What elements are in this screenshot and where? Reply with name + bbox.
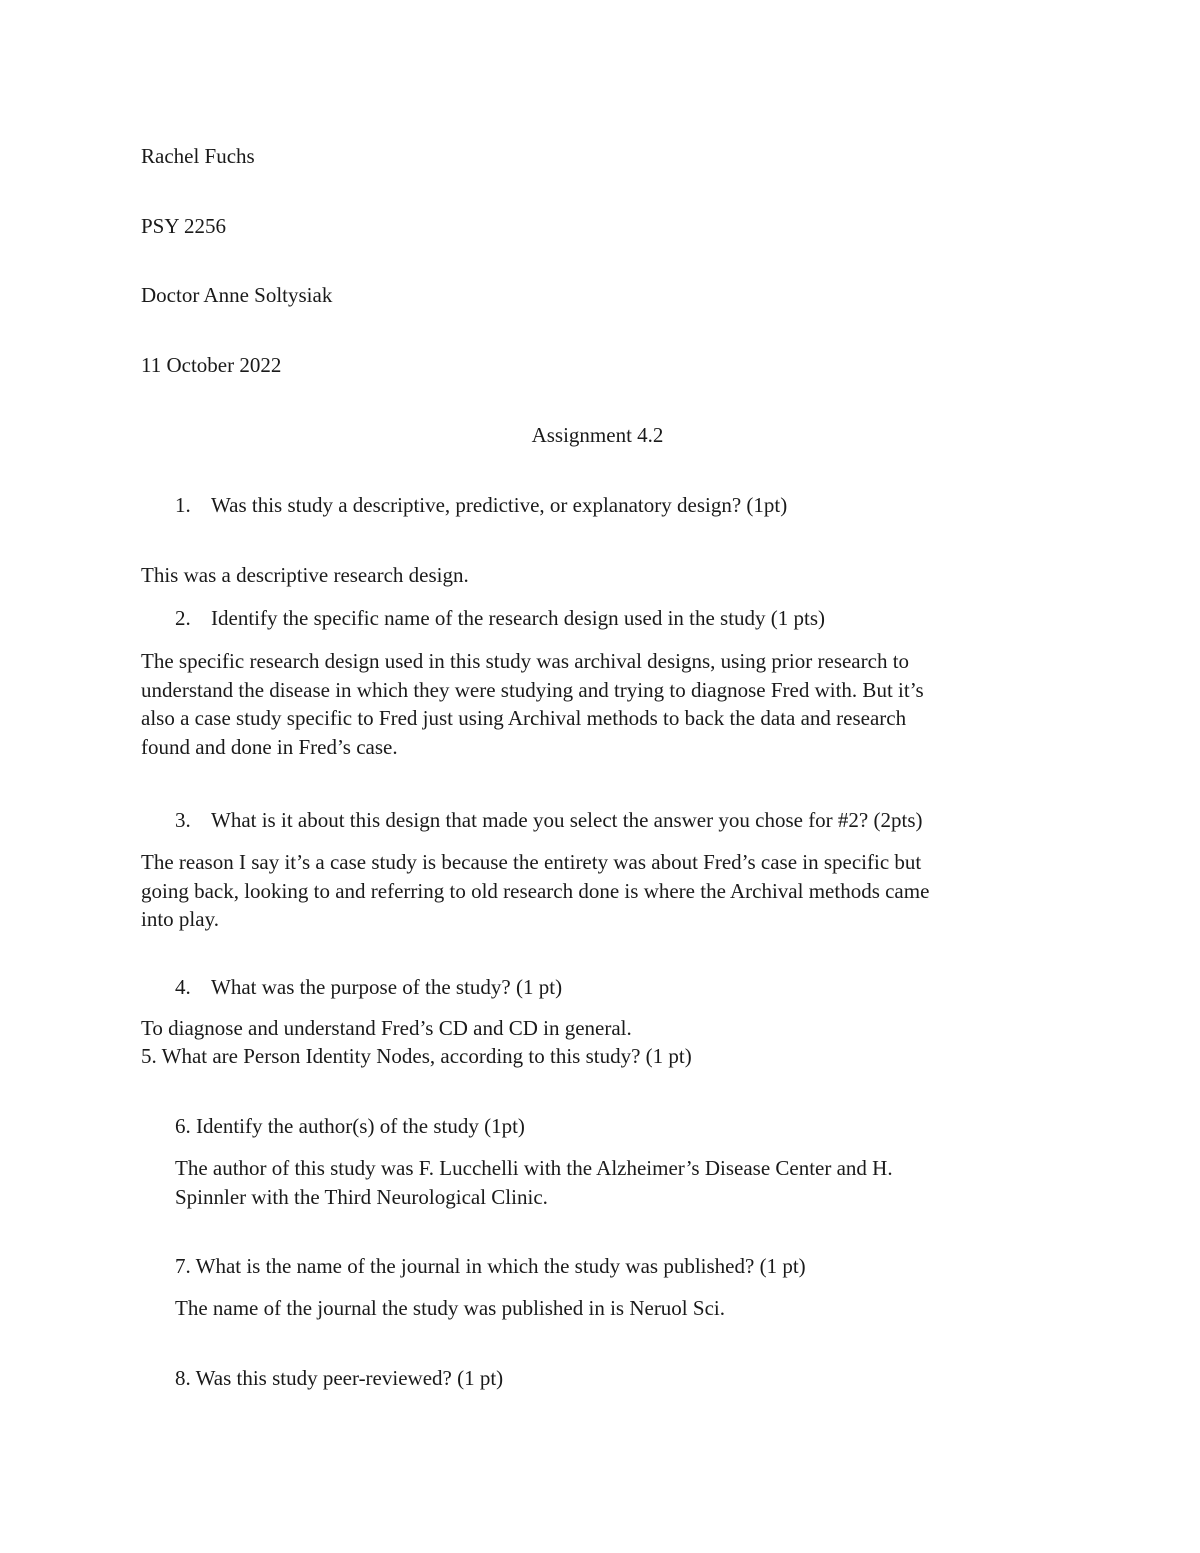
assignment-title: Assignment 4.2 xyxy=(531,423,664,447)
answer-6 xyxy=(175,1154,893,1211)
question-1 xyxy=(175,491,787,519)
question-8: 8. Was this study peer-reviewed? (1 pt) xyxy=(175,1366,504,1390)
answer-1 xyxy=(141,561,469,590)
question-2 xyxy=(175,604,825,632)
answer-line: found and done in Fred’s case. xyxy=(141,734,398,759)
answer-line: The specific research design used in this study was archival designs, using prior research to xyxy=(141,649,910,673)
answer-line: The author of this study was F. Lucchelli with the Alzheimer’s Disease Center and H. xyxy=(175,1156,893,1180)
question-text: What is it about this design that made you select the answer you chose for #2? (2pts) xyxy=(211,808,923,832)
answer-7 xyxy=(175,1294,725,1323)
answer-line: understand the disease in which they were studying and trying to diagnose Fred with. But it’s xyxy=(141,677,924,702)
instructor-name: Doctor Anne Soltysiak xyxy=(141,283,333,307)
answer-line: This was a descriptive research design. xyxy=(141,563,469,587)
answer-3 xyxy=(141,848,929,934)
answer-2 xyxy=(141,647,924,761)
question-text: Was this study a descriptive, predictive, or explanatory design? (1pt) xyxy=(211,493,788,517)
answer-line: into play. xyxy=(141,907,219,931)
answer-line: The reason I say it’s a case study is because the entirety was about Fred’s case in specific but xyxy=(141,850,922,874)
question-number: 3. xyxy=(175,808,191,832)
question-number: 2. xyxy=(175,606,191,630)
question-6: 6. Identify the author(s) of the study (1pt) xyxy=(175,1114,525,1138)
question-5: 5. What are Person Identity Nodes, according to this study? (1 pt) xyxy=(141,1044,692,1068)
question-4 xyxy=(175,973,562,1001)
submission-date: 11 October 2022 xyxy=(141,353,282,377)
course-code: PSY 2256 xyxy=(141,214,226,238)
answer-line: The name of the journal the study was published in is Neruol Sci. xyxy=(175,1296,725,1320)
question-text: What was the purpose of the study? (1 pt) xyxy=(211,975,563,999)
question-text: Identify the specific name of the research design used in the study (1 pts) xyxy=(211,606,826,630)
question-3 xyxy=(175,806,923,834)
question-7: 7. What is the name of the journal in which the study was published? (1 pt) xyxy=(175,1254,806,1278)
answer-line: going back, looking to and referring to old research done is where the Archival methods came xyxy=(141,878,930,903)
answer-line: To diagnose and understand Fred’s CD and CD in general. xyxy=(141,1016,632,1040)
answer-line: also a case study specific to Fred just using Archival methods to back the data and research xyxy=(141,706,907,730)
question-number: 4. xyxy=(175,975,191,999)
question-number: 1. xyxy=(175,493,191,517)
answer-line: Spinnler with the Third Neurological Clinic. xyxy=(175,1184,548,1209)
student-name: Rachel Fuchs xyxy=(141,144,255,168)
answer-4 xyxy=(141,1014,632,1043)
